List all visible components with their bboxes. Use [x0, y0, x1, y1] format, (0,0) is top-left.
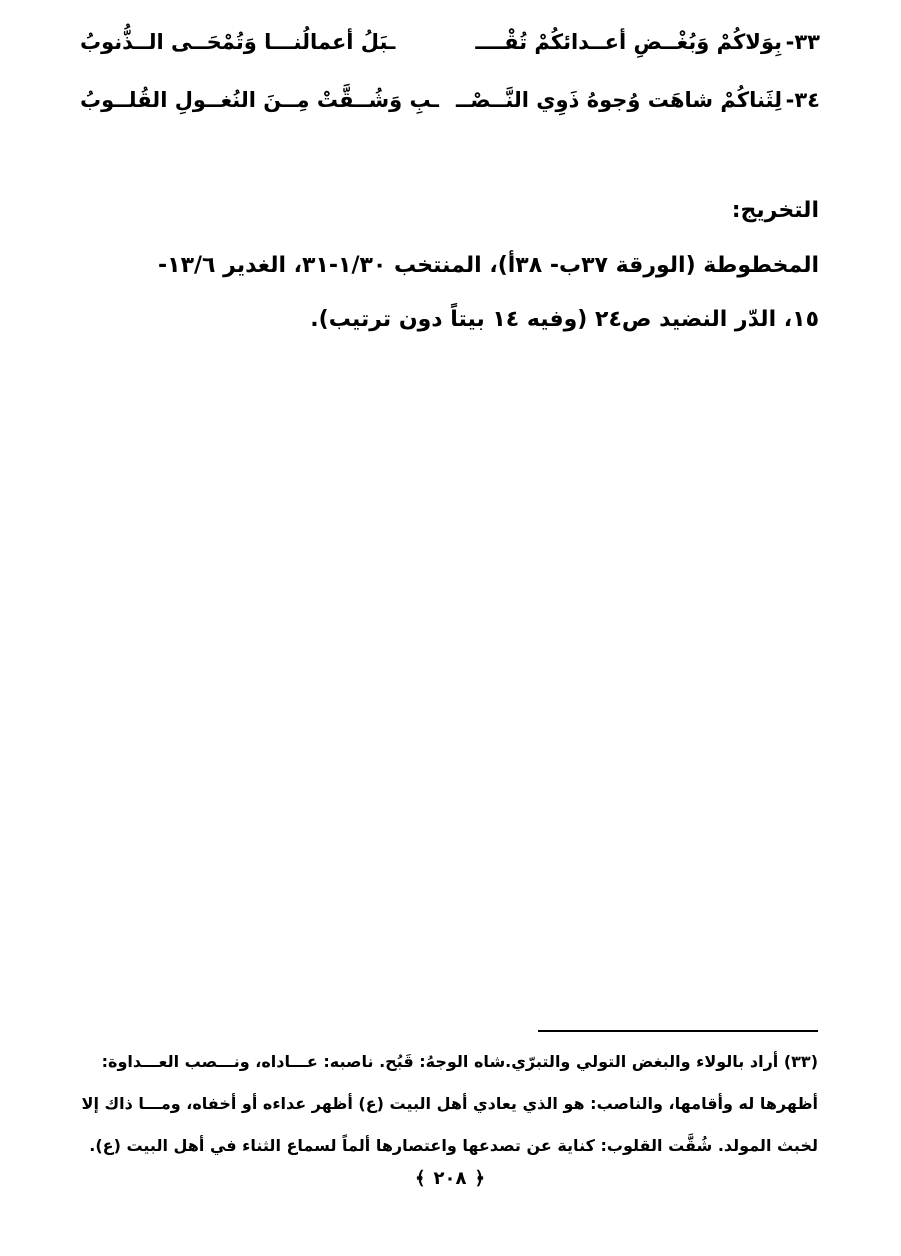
footnote-line: أظهرها له وأقامها، والناصب: هو الذي يعادي أهل البيت (ع) أظهر عداءه أو أخفاه، ومـــا ذاك إلا	[81, 1094, 818, 1113]
verse-34	[80, 88, 820, 128]
takhrij-heading: التخريج:	[731, 198, 819, 223]
verse-first-hemistich: بِوَلاكُمْ وَبُغْــضِ أعــدائكُمْ تُقْــــ	[475, 30, 782, 54]
ornament-bracket-icon: ﴾	[414, 1168, 426, 1189]
takhrij-line: ١٥، الدّر النضيد ص٢٤ (وفيه ١٤ بيتاً دون ترتيب).	[310, 307, 819, 332]
verse-number: ٣٣-	[785, 30, 820, 54]
verse-33	[80, 30, 820, 70]
footnote-line: (٣٣) أراد بالولاء والبغض التولي والتبرّي.شاه الوجهُ: قَبُح. ناصبه: عـــاداه، ونـــصب العـــداوة:	[101, 1052, 818, 1071]
page-number	[350, 1168, 550, 1189]
footnote-line: لخبث المولد. شُقَّت القلوب: كناية عن تصدعها واعتصارها ألماً لسماع الثناء في أهل البيت (ع).	[89, 1136, 818, 1155]
footnote-separator	[538, 1030, 818, 1032]
verse-second-hemistich: ـبَلُ أعمالُنـــا وَتُمْحَــى الــذُّنوبُ	[80, 30, 396, 54]
verse-second-hemistich: ـبِ وَشُــقَّتْ مِــنَ النُغــولِ القُلــوبُ	[80, 88, 439, 112]
page-number-value: ٢٠٨	[433, 1168, 467, 1189]
takhrij-line: المخطوطة (الورقة ٣٧ب- ٣٨أ)، المنتخب ١/٣٠-٣١، الغدير ١٣/٦-	[158, 253, 819, 278]
verse-first-hemistich: لِثَناكُمْ شاهَت وُجوهُ ذَوِي النَّــصْــ	[455, 88, 782, 112]
verse-number: ٣٤-	[785, 88, 820, 112]
ornament-bracket-icon: ﴿	[474, 1168, 486, 1189]
